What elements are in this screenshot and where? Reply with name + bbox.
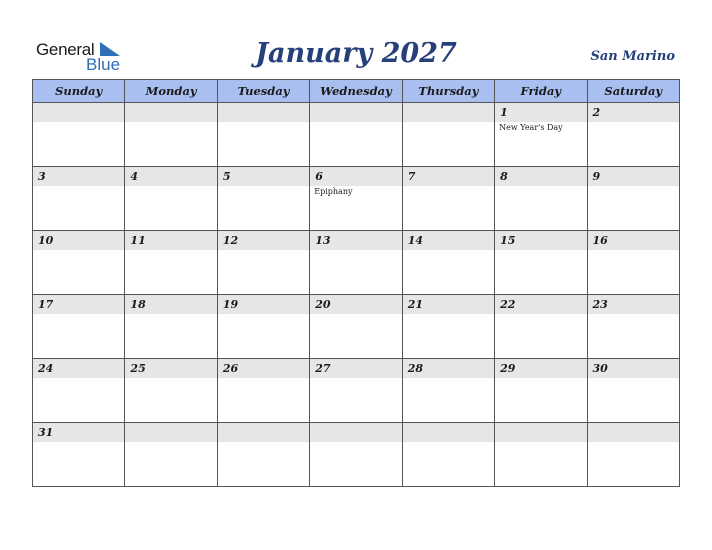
holiday-label: [33, 186, 124, 187]
day-number: 5: [218, 167, 309, 186]
week-row: [33, 103, 680, 167]
day-cell[interactable]: [33, 359, 125, 423]
holiday-label: [310, 314, 401, 315]
holiday-label: [403, 442, 494, 443]
day-cell[interactable]: [402, 103, 494, 167]
weekday-header: Saturday: [587, 80, 679, 103]
weekday-header: Thursday: [402, 80, 494, 103]
day-number: 21: [403, 295, 494, 314]
weekday-header: Friday: [495, 80, 587, 103]
day-cell[interactable]: [310, 231, 402, 295]
holiday-label: [33, 314, 124, 315]
weekday-header-row: [33, 80, 680, 103]
day-number: 3: [33, 167, 124, 186]
holiday-label: [495, 186, 586, 187]
day-cell[interactable]: [33, 167, 125, 231]
day-cell[interactable]: [33, 295, 125, 359]
day-cell[interactable]: [217, 359, 309, 423]
holiday-label: [403, 250, 494, 251]
day-cell[interactable]: [310, 359, 402, 423]
holiday-label: Epiphany: [314, 187, 353, 196]
holiday-label: [125, 122, 216, 123]
day-number: 26: [218, 359, 309, 378]
day-number: [403, 423, 494, 442]
day-number: 28: [403, 359, 494, 378]
week-row: [33, 295, 680, 359]
day-cell[interactable]: [402, 231, 494, 295]
day-cell[interactable]: [587, 167, 679, 231]
week-row: [33, 231, 680, 295]
logo-text-blue: Blue: [86, 55, 121, 74]
day-number: [588, 423, 679, 442]
weekday-header: Monday: [125, 80, 217, 103]
day-number: 31: [33, 423, 124, 442]
day-cell[interactable]: [125, 359, 217, 423]
day-cell[interactable]: [125, 231, 217, 295]
day-cell[interactable]: [402, 359, 494, 423]
day-number: [218, 103, 309, 122]
day-number: 14: [403, 231, 494, 250]
calendar-grid: [32, 79, 680, 487]
day-number: 11: [125, 231, 216, 250]
day-number: 9: [588, 167, 679, 186]
holiday-label: [588, 314, 679, 315]
day-cell[interactable]: [495, 167, 587, 231]
day-cell[interactable]: [125, 103, 217, 167]
holiday-label: [310, 442, 401, 443]
holiday-label: [495, 314, 586, 315]
day-cell[interactable]: [217, 295, 309, 359]
day-cell[interactable]: [495, 295, 587, 359]
holiday-label: [403, 186, 494, 187]
day-cell[interactable]: [587, 103, 679, 167]
day-cell[interactable]: [310, 423, 402, 487]
holiday-label: [495, 378, 586, 379]
week-row: [33, 423, 680, 487]
holiday-label: [403, 122, 494, 123]
day-number: [33, 103, 124, 122]
day-number: 10: [33, 231, 124, 250]
day-number: 18: [125, 295, 216, 314]
day-number: 20: [310, 295, 401, 314]
day-cell[interactable]: [310, 167, 402, 231]
day-cell[interactable]: [495, 103, 587, 167]
day-number: [310, 423, 401, 442]
day-cell[interactable]: [310, 103, 402, 167]
day-number: [218, 423, 309, 442]
holiday-label: [588, 250, 679, 251]
day-number: [403, 103, 494, 122]
day-cell[interactable]: [125, 295, 217, 359]
day-number: 27: [310, 359, 401, 378]
day-number: [495, 423, 586, 442]
holiday-label: [125, 378, 216, 379]
holiday-label: [403, 314, 494, 315]
holiday-label: [33, 122, 124, 123]
day-cell[interactable]: [495, 359, 587, 423]
day-number: 12: [218, 231, 309, 250]
day-number: 13: [310, 231, 401, 250]
day-cell[interactable]: [495, 231, 587, 295]
holiday-label: New Year's Day: [499, 123, 563, 132]
holiday-label: [218, 314, 309, 315]
day-cell[interactable]: [587, 359, 679, 423]
holiday-label: [33, 378, 124, 379]
holiday-label: [310, 122, 401, 123]
holiday-label: [403, 378, 494, 379]
holiday-label: [33, 442, 124, 443]
holiday-label: [218, 122, 309, 123]
day-cell[interactable]: [587, 231, 679, 295]
country-label: San Marino: [590, 49, 675, 64]
holiday-label: [495, 250, 586, 251]
day-cell[interactable]: [217, 423, 309, 487]
week-row: [33, 167, 680, 231]
holiday-label: [588, 186, 679, 187]
holiday-label: [310, 378, 401, 379]
day-cell[interactable]: [587, 423, 679, 487]
day-number: 24: [33, 359, 124, 378]
day-number: 1: [495, 103, 586, 122]
logo-text-general: General: [36, 40, 95, 59]
holiday-label: [218, 442, 309, 443]
day-cell[interactable]: [402, 295, 494, 359]
weekday-header: Sunday: [33, 80, 125, 103]
day-cell[interactable]: [125, 167, 217, 231]
holiday-label: [310, 250, 401, 251]
holiday-label: [125, 442, 216, 443]
holiday-label: [495, 442, 586, 443]
day-cell[interactable]: [495, 423, 587, 487]
week-row: [33, 359, 680, 423]
holiday-label: [125, 314, 216, 315]
holiday-label: [33, 250, 124, 251]
day-cell[interactable]: [587, 295, 679, 359]
holiday-label: [588, 378, 679, 379]
day-number: 25: [125, 359, 216, 378]
day-number: 4: [125, 167, 216, 186]
day-cell[interactable]: [125, 423, 217, 487]
day-cell[interactable]: [217, 103, 309, 167]
day-number: 6: [310, 167, 401, 186]
holiday-label: [218, 186, 309, 187]
holiday-label: [218, 378, 309, 379]
day-number: 22: [495, 295, 586, 314]
holiday-label: [125, 250, 216, 251]
holiday-label: [588, 442, 679, 443]
holiday-label: [125, 186, 216, 187]
day-number: [125, 103, 216, 122]
day-number: 7: [403, 167, 494, 186]
day-number: 19: [218, 295, 309, 314]
day-number: 2: [588, 103, 679, 122]
weekday-header: Wednesday: [310, 80, 402, 103]
day-cell[interactable]: [217, 167, 309, 231]
holiday-label: [218, 250, 309, 251]
weekday-header: Tuesday: [217, 80, 309, 103]
day-number: 17: [33, 295, 124, 314]
day-cell[interactable]: [402, 423, 494, 487]
day-number: 8: [495, 167, 586, 186]
calendar-title: January 2027: [255, 38, 457, 69]
day-number: 23: [588, 295, 679, 314]
day-cell[interactable]: [402, 167, 494, 231]
day-cell[interactable]: [217, 231, 309, 295]
day-number: [125, 423, 216, 442]
holiday-label: [588, 122, 679, 123]
day-number: 15: [495, 231, 586, 250]
day-cell[interactable]: [310, 295, 402, 359]
day-number: 29: [495, 359, 586, 378]
day-number: 30: [588, 359, 679, 378]
day-number: [310, 103, 401, 122]
day-number: 16: [588, 231, 679, 250]
day-cell[interactable]: [33, 103, 125, 167]
day-cell[interactable]: [33, 423, 125, 487]
day-cell[interactable]: [33, 231, 125, 295]
